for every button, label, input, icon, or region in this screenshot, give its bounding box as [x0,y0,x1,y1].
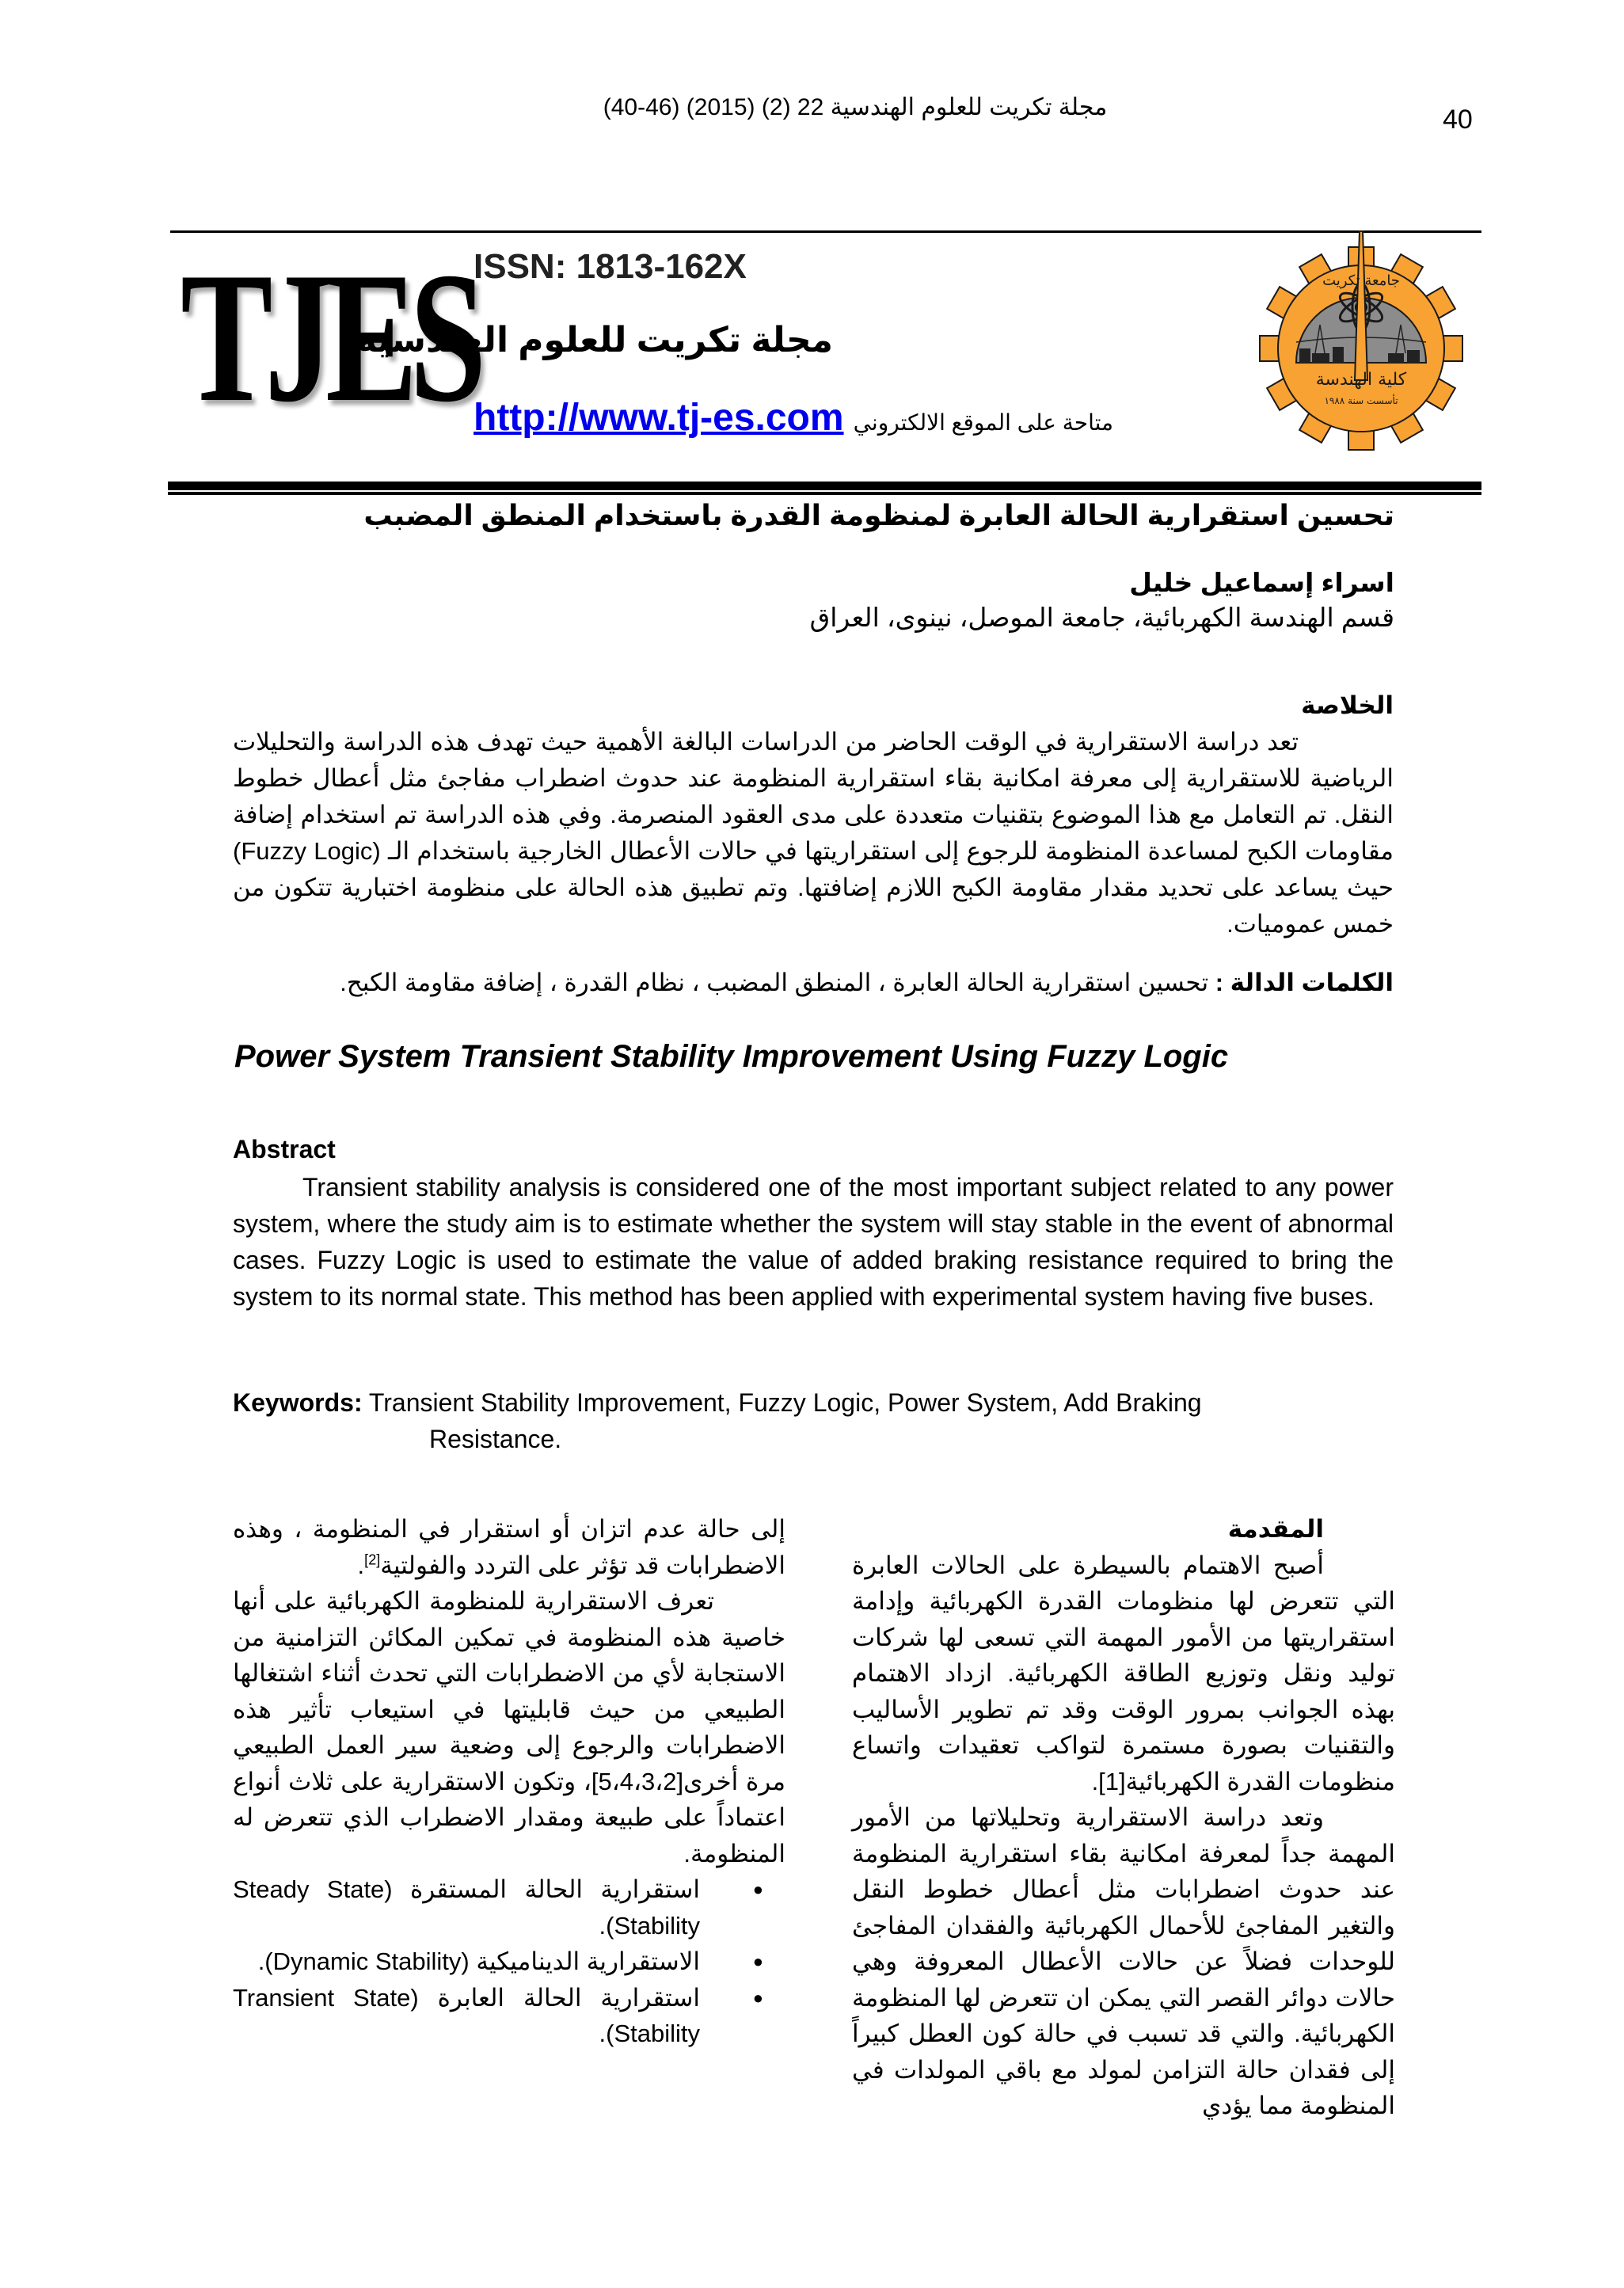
masthead-thick-rule [168,482,1481,490]
available-online-label: متاحة على الموقع الالكتروني [853,410,1114,435]
intro-paragraph-2: وتعد دراسة الاستقرارية وتحليلاتها من الأمور المهمة جداً لمعرفة امكانية بقاء استقرارية المنظومة عند حدوث اضطرابات مثل أعطال خطوط النقل والتغير المفاجئ للأحمال الكهربائية والفقدان المفاجئ للوحدات فضلاً عن حالات الأعطال المعروفة وهي حالات دوائر القصر التي يمكن ان تتعرض لها المنظومة الكهربائية. والتي قد تسبب في حالة كون العطل كبيراً إلى فقدان حالة التزامن لمولد مع باقي المولدات في المنظومة مما يؤدي [852,1803,1395,2119]
college-of-engineering-logo-icon [1249,230,1473,459]
running-head-citation: مجلة تكريت للعلوم الهندسية 22 (2) (2015) (46-40) [603,94,1108,120]
intro-paragraph-3 [233,1511,785,1583]
intro-paragraph-4: تعرف الاستقرارية للمنظومة الكهربائية على أنها خاصية هذه المنظومة في تمكين المكائن التزامنية من الاستجابة لأي من الاضطرابات التي تحدث أثناء اشتغالها الطبيعي من حيث قابليتها في استيعاب تأثير هذه الاضطرابات والرجوع إلى وضعية سير العمل الطبيعي مرة أخرى[5،4،3،2]، وتكون الاستقرارية على ثلاث أنواع اعتماداً على طبيعة ومقدار الاضطراب الذي تتعرض له المنظومة. [233,1587,785,1867]
arabic-keywords-text: تحسين استقرارية الحالة العابرة ، المنطق المضبب ، نظام القدرة ، إضافة مقاومة الكبح. [340,969,1215,996]
author-affiliation: قسم الهندسة الكهربائية، جامعة الموصل، نينوى، العراق [809,603,1394,632]
list-item-ar: استقرارية الحالة المستقرة [410,1875,700,1903]
english-keywords [233,1384,1394,1457]
introduction-left-column [233,1511,785,2052]
english-keywords-label: Keywords: [233,1388,363,1417]
journal-url-row [474,396,1113,440]
english-article-title: Power System Transient Stability Improvement Using Fuzzy Logic [234,1039,1229,1074]
sentence-end: . [357,1551,365,1579]
english-abstract [233,1169,1394,1315]
logo-college-name: كلية الهندسة [1315,370,1407,390]
list-item [233,1871,785,1943]
masthead-thin-rule [168,492,1481,495]
list-item [233,1980,785,2052]
list-item [233,1943,785,1980]
english-abstract-text: Transient stability analysis is considered one of the most important subject related to any power system, where the study aim is to estimate whether the system will stay stable in the event of abnormal cases. Fuzzy Logic is used to estimate the value of added braking resistance required to bring the system to its normal state. This method has been applied with experimental system having five buses. [233,1173,1394,1311]
english-keywords-line2: Resistance. [429,1425,562,1453]
arabic-keywords-label: الكلمات الدالة : [1215,969,1394,996]
issn: ISSN: 1813-162X [474,247,747,286]
english-abstract-heading: Abstract [233,1135,336,1163]
arabic-abstract-text: تعد دراسة الاستقرارية في الوقت الحاضر من الدراسات البالغة الأهمية حيث تهدف هذه الدراسة والتحليلات الرياضية للاستقرارية إلى معرفة امكانية بقاء استقرارية المنظومة عند حدوث اضطراب مفاجئ مثل أعطال خطوط النقل. تم التعامل مع هذا الموضوع بتقنيات متعددة على مدى العقود المنصرمة. وفي هذه الدراسة تم استخدام إضافة مقاومات الكبح لمساعدة المنظومة للرجوع إلى استقراريتها في حالات الأعطال الخارجية باستخدام الـ (Fuzzy Logic) حيث يساعد على تحديد مقدار مقاومة الكبح اللازم إضافتها. وتم تطبيق هذه الحالة على منظومة اختبارية تتكون من خمس عموميات. [233,728,1394,938]
author-name: اسراء إسماعيل خليل [1129,568,1394,597]
list-item-ar: استقرارية الحالة العابرة [437,1983,700,2012]
citation-ref: [2] [364,1551,381,1568]
introduction-right-column [852,1511,1395,2124]
arabic-article-title: تحسين استقرارية الحالة العابرة لمنظومة القدرة باستخدام المنطق المضبب [363,499,1394,531]
introduction-heading: المقدمة [1227,1515,1324,1543]
list-item-ar: الاستقرارية الديناميكية [476,1947,700,1975]
page-number: 40 [1443,105,1473,135]
english-keywords-line1: Transient Stability Improvement, Fuzzy Logic, Power System, Add Braking [362,1388,1202,1417]
list-item-en: (Steady State Stability). [233,1875,700,1940]
stability-types-list [233,1871,785,2052]
journal-url-link[interactable]: http://www.tj-es.com [474,397,844,439]
list-item-en: (Transient State Stability). [233,1983,700,2047]
list-item-en: (Dynamic Stability). [257,1947,470,1975]
intro-paragraph-3-text: إلى حالة عدم اتزان أو استقرار في المنظومة ، وهذه الاضطرابات قد تؤثر على التردد والفولتية [233,1515,785,1579]
journal-logo-text: TJES [181,234,478,441]
arabic-abstract [233,687,1394,942]
arabic-keywords [233,965,1394,1001]
logo-arc-text: جامعة تكريت [1322,272,1400,289]
arabic-abstract-heading: الخلاصة [1301,691,1394,719]
journal-name-arabic: مجلة تكريت للعلوم الهندسية [356,321,833,360]
intro-paragraph-1: أصبح الاهتمام بالسيطرة على الحالات العابرة التي تتعرض لها منظومات القدرة الكهربائية وإدامة استقراريتها من الأمور المهمة التي تسعى لها شركات توليد ونقل وتوزيع الطاقة الكهربائية. ازداد الاهتمام بهذه الجوانب بمرور الوقت وقد تم تطوير الأساليب والتقنيات بصورة مستمرة لتواكب تعقيدات واتساع منظومات القدرة الكهربائية[1]. [852,1551,1395,1795]
logo-founded: تأسست سنة ١٩٨٨ [1324,395,1398,406]
